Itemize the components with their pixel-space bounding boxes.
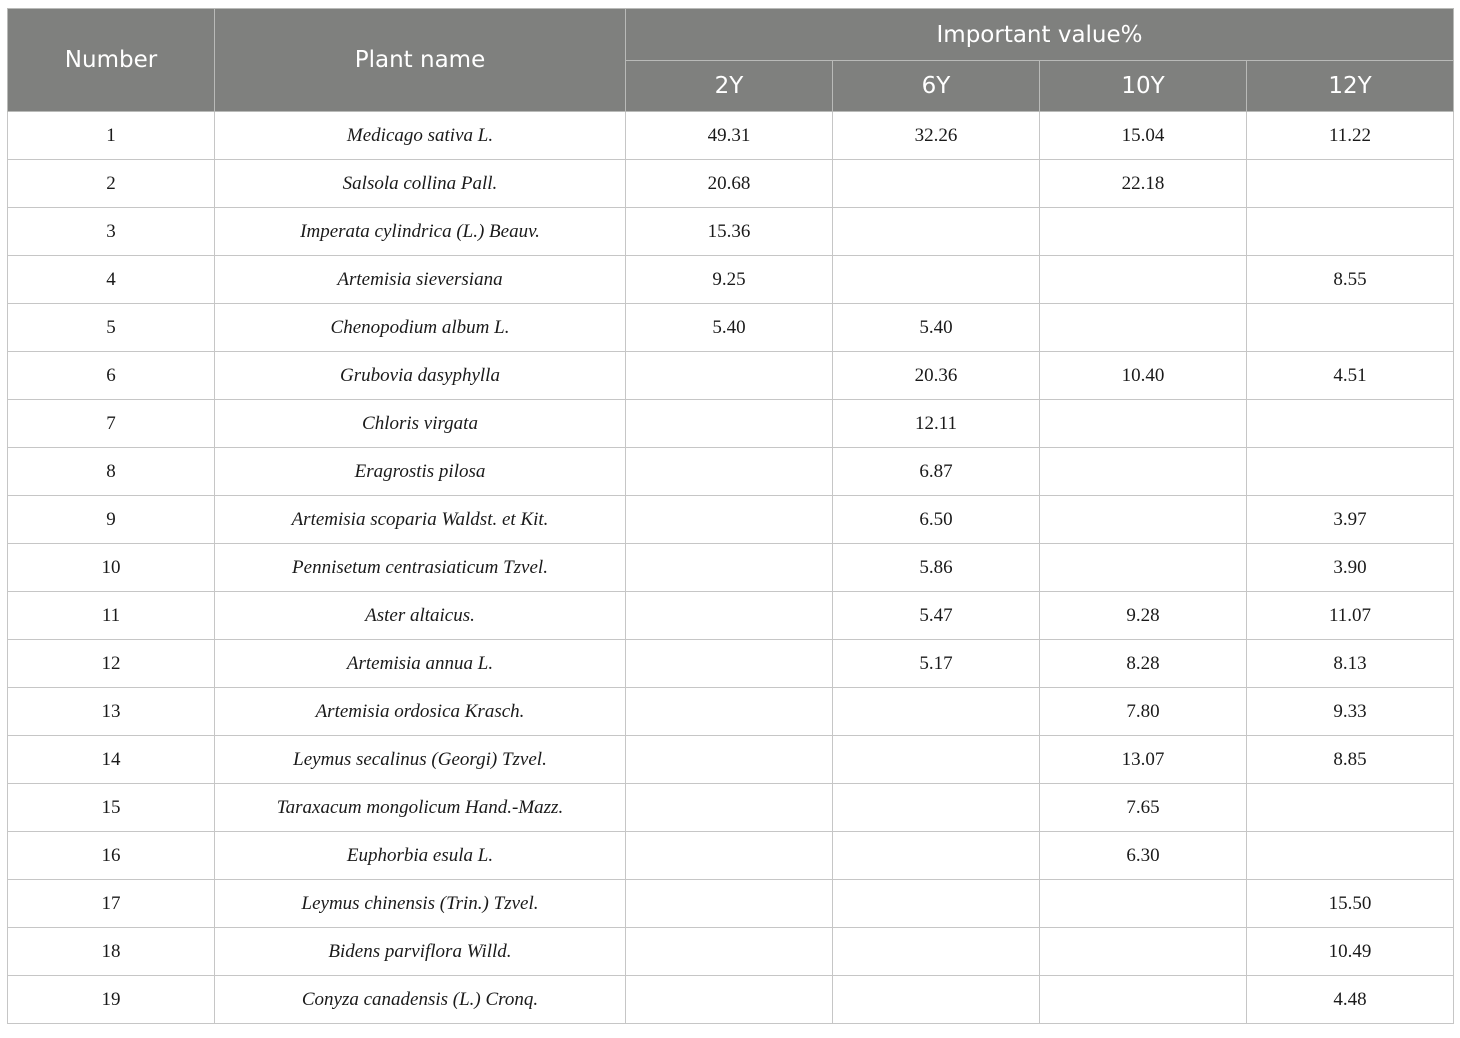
cell-value-10y	[1040, 208, 1247, 256]
cell-value-10y: 10.40	[1040, 352, 1247, 400]
cell-value-10y	[1040, 256, 1247, 304]
cell-plant-name: Pennisetum centrasiaticum Tzvel.	[215, 544, 626, 592]
cell-value-10y	[1040, 400, 1247, 448]
cell-value-6y: 5.86	[833, 544, 1040, 592]
cell-plant-name: Grubovia dasyphylla	[215, 352, 626, 400]
table-row	[8, 160, 1454, 208]
cell-number: 3	[8, 208, 215, 256]
header-year-10y: 10Y	[1040, 61, 1247, 112]
cell-plant-name: Taraxacum mongolicum Hand.-Mazz.	[215, 784, 626, 832]
cell-value-6y: 5.40	[833, 304, 1040, 352]
cell-value-12y	[1247, 784, 1454, 832]
table-row	[8, 784, 1454, 832]
cell-plant-name: Chenopodium album L.	[215, 304, 626, 352]
cell-value-6y: 6.50	[833, 496, 1040, 544]
cell-value-10y: 6.30	[1040, 832, 1247, 880]
cell-number: 4	[8, 256, 215, 304]
cell-value-12y: 11.22	[1247, 112, 1454, 160]
table-row	[8, 496, 1454, 544]
cell-plant-name: Euphorbia esula L.	[215, 832, 626, 880]
cell-number: 17	[8, 880, 215, 928]
cell-value-12y	[1247, 832, 1454, 880]
cell-plant-name: Aster altaicus.	[215, 592, 626, 640]
header-year-12y: 12Y	[1247, 61, 1454, 112]
cell-value-2y	[626, 400, 833, 448]
cell-value-6y	[833, 160, 1040, 208]
cell-plant-name: Eragrostis pilosa	[215, 448, 626, 496]
cell-value-12y: 8.85	[1247, 736, 1454, 784]
table-row	[8, 304, 1454, 352]
cell-value-12y: 9.33	[1247, 688, 1454, 736]
cell-number: 12	[8, 640, 215, 688]
cell-number: 7	[8, 400, 215, 448]
cell-number: 19	[8, 976, 215, 1024]
cell-plant-name: Bidens parviflora Willd.	[215, 928, 626, 976]
header-row-top	[8, 9, 1454, 61]
cell-number: 6	[8, 352, 215, 400]
cell-value-12y: 3.97	[1247, 496, 1454, 544]
cell-number: 10	[8, 544, 215, 592]
cell-value-2y	[626, 688, 833, 736]
cell-value-10y	[1040, 448, 1247, 496]
cell-value-6y	[833, 736, 1040, 784]
header-year-2y: 2Y	[626, 61, 833, 112]
cell-value-10y	[1040, 928, 1247, 976]
cell-plant-name: Salsola collina Pall.	[215, 160, 626, 208]
cell-number: 2	[8, 160, 215, 208]
cell-value-12y: 11.07	[1247, 592, 1454, 640]
cell-value-12y	[1247, 304, 1454, 352]
cell-value-12y: 4.51	[1247, 352, 1454, 400]
cell-plant-name: Leymus secalinus (Georgi) Tzvel.	[215, 736, 626, 784]
cell-number: 1	[8, 112, 215, 160]
cell-value-6y	[833, 976, 1040, 1024]
cell-plant-name: Leymus chinensis (Trin.) Tzvel.	[215, 880, 626, 928]
cell-plant-name: Chloris virgata	[215, 400, 626, 448]
cell-value-6y: 32.26	[833, 112, 1040, 160]
cell-value-2y	[626, 736, 833, 784]
cell-value-6y	[833, 256, 1040, 304]
cell-value-2y	[626, 880, 833, 928]
table-row	[8, 400, 1454, 448]
cell-value-12y: 15.50	[1247, 880, 1454, 928]
cell-value-10y	[1040, 880, 1247, 928]
table-row	[8, 832, 1454, 880]
cell-number: 16	[8, 832, 215, 880]
cell-value-2y	[626, 976, 833, 1024]
cell-value-2y: 9.25	[626, 256, 833, 304]
cell-plant-name: Imperata cylindrica (L.) Beauv.	[215, 208, 626, 256]
cell-number: 14	[8, 736, 215, 784]
cell-value-2y	[626, 832, 833, 880]
cell-plant-name: Artemisia ordosica Krasch.	[215, 688, 626, 736]
table-row	[8, 880, 1454, 928]
cell-value-12y	[1247, 400, 1454, 448]
cell-number: 9	[8, 496, 215, 544]
cell-value-10y	[1040, 496, 1247, 544]
table-row	[8, 256, 1454, 304]
table-row	[8, 736, 1454, 784]
cell-number: 13	[8, 688, 215, 736]
cell-value-6y: 5.47	[833, 592, 1040, 640]
cell-value-12y: 3.90	[1247, 544, 1454, 592]
header-important-value: Important value%	[626, 9, 1454, 61]
cell-value-6y: 12.11	[833, 400, 1040, 448]
cell-value-12y	[1247, 448, 1454, 496]
header-number: Number	[8, 9, 215, 112]
cell-plant-name: Medicago sativa L.	[215, 112, 626, 160]
cell-plant-name: Artemisia scoparia Waldst. et Kit.	[215, 496, 626, 544]
cell-value-10y: 7.80	[1040, 688, 1247, 736]
cell-value-10y: 13.07	[1040, 736, 1247, 784]
cell-value-6y	[833, 880, 1040, 928]
cell-value-6y: 6.87	[833, 448, 1040, 496]
cell-value-6y	[833, 688, 1040, 736]
cell-value-12y: 8.55	[1247, 256, 1454, 304]
cell-value-12y	[1247, 208, 1454, 256]
table-row	[8, 928, 1454, 976]
cell-plant-name: Artemisia annua L.	[215, 640, 626, 688]
header-plant-name: Plant name	[215, 9, 626, 112]
cell-value-2y	[626, 928, 833, 976]
cell-plant-name: Artemisia sieversiana	[215, 256, 626, 304]
cell-value-6y	[833, 784, 1040, 832]
cell-value-6y: 20.36	[833, 352, 1040, 400]
cell-value-10y: 15.04	[1040, 112, 1247, 160]
cell-number: 8	[8, 448, 215, 496]
header-year-6y: 6Y	[833, 61, 1040, 112]
cell-value-12y: 8.13	[1247, 640, 1454, 688]
cell-value-2y	[626, 448, 833, 496]
cell-number: 11	[8, 592, 215, 640]
cell-value-2y	[626, 784, 833, 832]
table-row	[8, 112, 1454, 160]
cell-value-2y: 5.40	[626, 304, 833, 352]
table-body	[8, 112, 1454, 1024]
cell-value-10y: 8.28	[1040, 640, 1247, 688]
cell-value-10y: 9.28	[1040, 592, 1247, 640]
cell-value-12y	[1247, 160, 1454, 208]
cell-value-10y: 22.18	[1040, 160, 1247, 208]
cell-value-10y	[1040, 304, 1247, 352]
table-row	[8, 448, 1454, 496]
table-row	[8, 688, 1454, 736]
cell-value-2y	[626, 496, 833, 544]
cell-value-2y	[626, 592, 833, 640]
cell-value-6y	[833, 832, 1040, 880]
table-row	[8, 208, 1454, 256]
cell-value-10y: 7.65	[1040, 784, 1247, 832]
cell-value-10y	[1040, 976, 1247, 1024]
table-row	[8, 544, 1454, 592]
cell-number: 15	[8, 784, 215, 832]
cell-number: 5	[8, 304, 215, 352]
cell-value-2y	[626, 352, 833, 400]
cell-value-6y: 5.17	[833, 640, 1040, 688]
important-value-table	[7, 8, 1454, 1024]
table-row	[8, 352, 1454, 400]
cell-value-2y: 20.68	[626, 160, 833, 208]
cell-value-2y	[626, 544, 833, 592]
cell-value-12y: 4.48	[1247, 976, 1454, 1024]
table-row	[8, 640, 1454, 688]
cell-value-12y: 10.49	[1247, 928, 1454, 976]
table-row	[8, 592, 1454, 640]
cell-value-6y	[833, 208, 1040, 256]
cell-value-6y	[833, 928, 1040, 976]
cell-value-2y	[626, 640, 833, 688]
table-header	[8, 9, 1454, 112]
cell-value-2y: 49.31	[626, 112, 833, 160]
cell-number: 18	[8, 928, 215, 976]
cell-value-10y	[1040, 544, 1247, 592]
cell-value-2y: 15.36	[626, 208, 833, 256]
cell-plant-name: Conyza canadensis (L.) Cronq.	[215, 976, 626, 1024]
table-row	[8, 976, 1454, 1024]
